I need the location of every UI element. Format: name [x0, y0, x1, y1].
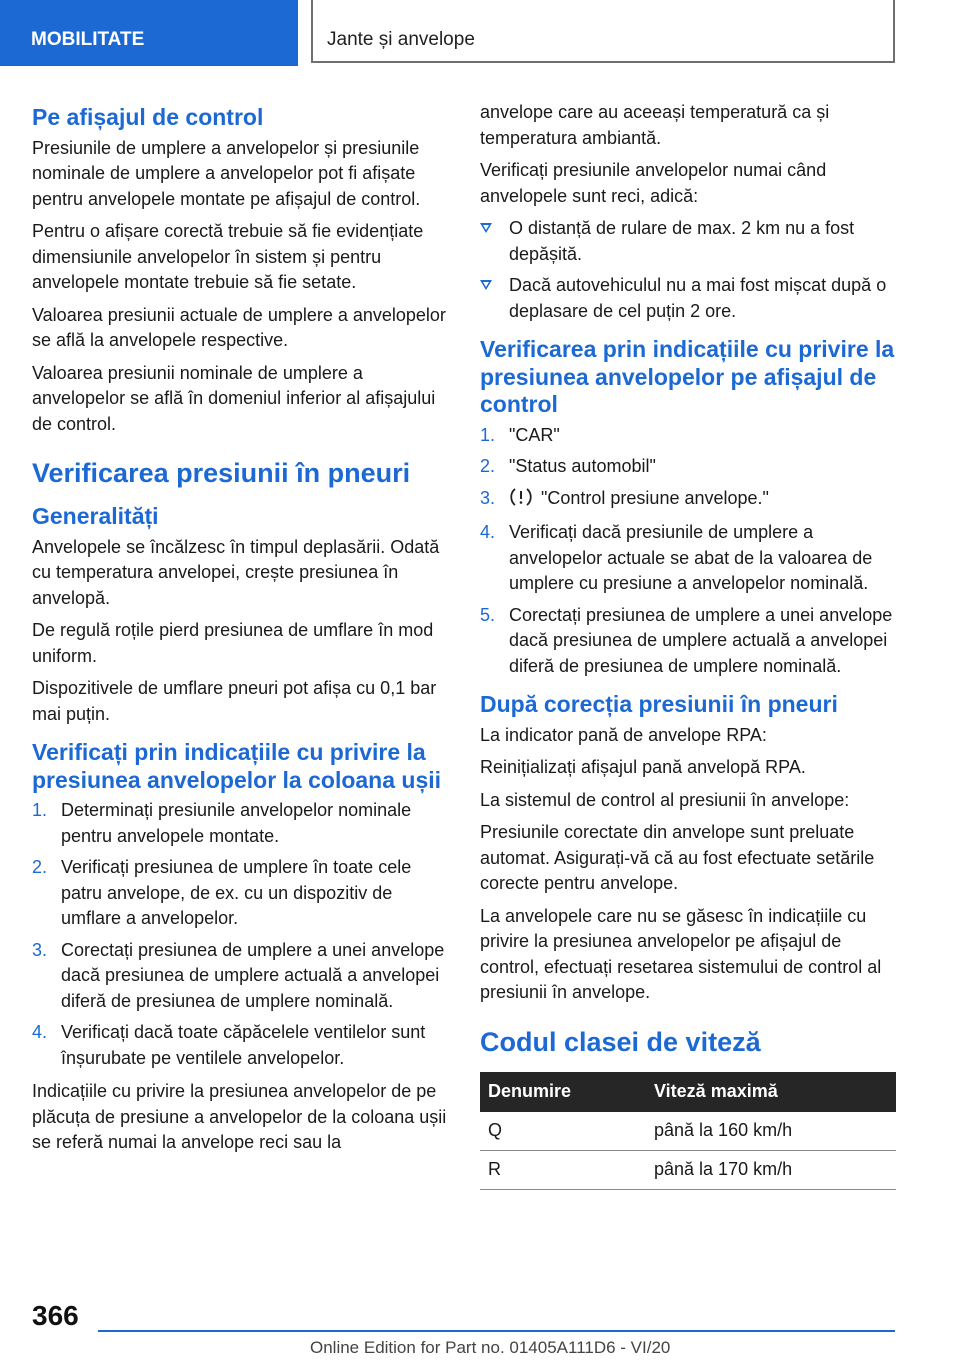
left-column: [32, 100, 452, 1163]
steps-display-list: [480, 423, 896, 680]
step-number: 2.: [32, 857, 48, 877]
table-cell: până la 160 km/h: [646, 1112, 896, 1151]
step-number: 4.: [32, 1022, 48, 1042]
tire-pressure-warning-icon: [509, 487, 533, 515]
paragraph: La sistemul de control al presiunii în anvelope:: [480, 789, 850, 810]
list-item: [32, 798, 452, 849]
paragraph: Valoarea presiunii nominale de umplere a anvelopelor se află în domeniul inferior al afișajului de control.: [32, 362, 436, 434]
table-cell: Q: [480, 1112, 646, 1151]
heading-after-correction: După corecția presiunii în pneuri: [480, 691, 838, 717]
bullet-text: O distanță de rulare de max. 2 km nu a fost depășită.: [509, 218, 855, 264]
chapter-tab: Jante și anvelope: [311, 0, 895, 63]
edition-note: Online Edition for Part no. 01405A111D6 - VI/20: [310, 1338, 671, 1357]
paragraph: Verificați presiunile anvelopelor numai când anvelopele sunt reci, adică:: [480, 160, 827, 206]
step-number: 5.: [480, 604, 496, 625]
paragraph: De regulă roțile pierd presiunea de umflare în mod uniform.: [32, 620, 434, 666]
list-item: [480, 520, 896, 597]
list-item: [480, 216, 896, 267]
triangle-bullet-icon: [480, 280, 492, 290]
list-item: [480, 454, 896, 480]
step-number: 1.: [32, 800, 48, 820]
step-text: "CAR": [509, 424, 560, 445]
page-number: 366: [32, 1300, 79, 1331]
step-text: Determinați presiunile anvelopelor nominale pentru anvelopele montate.: [61, 800, 412, 846]
table-cell: până la 170 km/h: [646, 1150, 896, 1189]
heading-door-pillar: Verificați prin indicațiile cu privire la presiunea anvelopelor la coloana ușii: [32, 739, 442, 793]
table-row: [480, 1150, 896, 1189]
section-tab: MOBILITATE: [0, 0, 298, 66]
step-text: Verificați presiunea de umplere în toate cele patru anvelope, de ex. cu un dispozitiv de umflare a anvelopelor.: [61, 857, 412, 928]
heading-speed-class: Codul clasei de viteză: [480, 1026, 761, 1057]
step-number: 2.: [480, 456, 496, 476]
step-number: 1.: [480, 424, 496, 445]
table-cell: R: [480, 1150, 646, 1189]
paragraph: Presiunile de umplere a anvelopelor și presiunile nominale de umplere a anvelopelor pot fi afișate pentru anvelopele montate pe afișajul de control.: [32, 137, 421, 209]
heading-check-pressure: Verificarea presiunii în pneuri: [32, 458, 411, 488]
step-text: Corectați presiunea de umplere a unei anvelope dacă presiunea de umplere actuală a anvelopei diferă de presiunea de umplere nominală.: [61, 939, 445, 1011]
step-text: Corectați presiunea de umplere a unei anvelope dacă presiunea de umplere actuală a anvelopei diferă de presiunea de umplere nominală.: [509, 604, 893, 676]
heading-display: Pe afișajul de control: [32, 104, 264, 130]
right-column: [480, 100, 896, 1190]
heading-display-check: Verificarea prin indicațiile cu privire la presiunea anvelopelor pe afișajul de control: [480, 336, 895, 417]
paragraph: anvelope care au aceeași temperatură ca și temperatura ambiantă.: [480, 102, 830, 148]
step-text: Verificați dacă presiunile de umplere a anvelopelor actuale se abat de la valoarea de umplere cu presiune a anvelopelor nominală.: [509, 522, 873, 593]
step-number: 4.: [480, 522, 496, 542]
paragraph: La indicator pană de anvelope RPA:: [480, 724, 767, 745]
list-item: [32, 938, 452, 1015]
paragraph: La anvelopele care nu se găsesc în indicațiile cu privire la presiunea anvelopelor pe afișajul de control, efectuați resetarea sistemului de control al presiunii în anvelope.: [480, 905, 882, 1002]
paragraph: Valoarea presiunii actuale de umplere a anvelopelor se află la anvelopele respective.: [32, 304, 446, 350]
paragraph: Anvelopele se încălzesc în timpul deplasării. Odată cu temperatura anvelopei, crește presiunea în anvelopă.: [32, 536, 440, 608]
column-header: Viteză maximă: [646, 1072, 896, 1112]
list-item: [480, 603, 896, 680]
list-item: [32, 1020, 452, 1071]
list-item: [480, 273, 896, 324]
footer-divider: [98, 1330, 895, 1332]
table-row: [480, 1112, 896, 1151]
step-text: "Status automobil": [509, 456, 656, 476]
steps-door-list: [32, 798, 452, 1071]
paragraph: Presiunile corectate din anvelope sunt preluate automat. Asigurați-vă că au fost efectuate setările corecte pentru anvelope.: [480, 822, 875, 893]
list-item: [480, 486, 896, 515]
step-text: Verificați dacă toate căpăcelele ventilelor sunt înșurubate pe ventilele anvelopelor.: [61, 1022, 426, 1068]
paragraph: Dispozitivele de umflare pneuri pot afișa cu 0,1 bar mai puțin.: [32, 678, 437, 724]
list-item: [480, 423, 896, 449]
step-text: "Control presiune anvelope.": [541, 487, 769, 508]
bullet-text: Dacă autovehiculul nu a mai fost mișcat după o deplasare de cel puțin 2 ore.: [509, 275, 887, 321]
page-header: [0, 0, 960, 66]
step-number: 3.: [32, 939, 48, 960]
table-header-row: [480, 1072, 896, 1112]
triangle-bullet-icon: [480, 223, 492, 233]
heading-general: Generalități: [32, 503, 159, 529]
step-number: 3.: [480, 487, 496, 508]
paragraph: Pentru o afișare corectă trebuie să fie evidențiate dimensiunile anvelopelor în sistem și pentru anvelopele montate trebuie să fie setate.: [32, 221, 424, 292]
conditions-list: [480, 216, 896, 324]
speed-class-table: [480, 1072, 896, 1190]
paragraph: Indicațiile cu privire la presiunea anvelopelor de pe plăcuța de presiune a anvelopelor de la coloana ușii se referă numai la anvelope reci sau la: [32, 1081, 447, 1152]
list-item: [32, 855, 452, 932]
paragraph: Reinițializați afișajul pană anvelopă RPA.: [480, 757, 806, 777]
column-header: Denumire: [480, 1072, 646, 1112]
